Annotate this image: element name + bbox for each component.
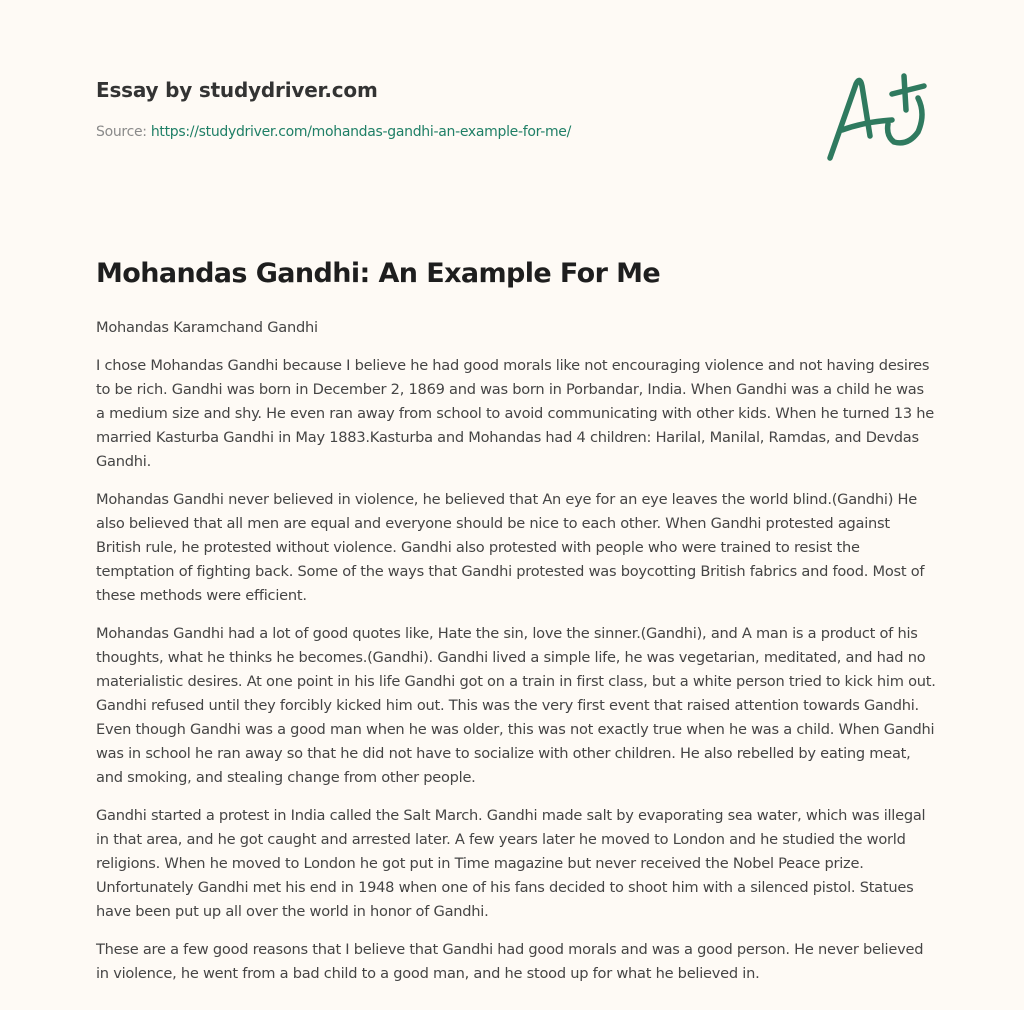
paragraph: Mohandas Gandhi had a lot of good quotes like, Hate the sin, love the sinner.(Gandhi), and A man is a product of his thoughts, what he thinks he becomes.(Gandhi). Gandhi lived a simple life, he was vegetarian, meditated, and had no materialistic desires. At one point in his life Gandhi got on a train in first class, but a white person tried to kick him out. Gandhi refused until they forcibly kicked him out. This was the very first event that raised attention towards Gandhi. Even though Gandhi was a good man when he was older, this was not exactly true when he was a child. When Gandhi was in school he ran away so that he did not have to socialize with other children. He also rebelled by eating meat, and smoking, and stealing change from other people. [96, 625, 936, 786]
source-link[interactable]: https://studydriver.com/mohandas-gandhi-an-example-for-me/ [150, 124, 572, 140]
paragraph: Gandhi started a protest in India called the Salt March. Gandhi made salt by evaporating sea water, which was illegal in that area, and he got caught and arrested later. A few years later he moved to London and he studied the world religions. When he moved to London he got put in Time magazine but never received the Nobel Peace prize. Unfortunately Gandhi met his end in 1948 when one of his fans decided to shoot him with a silenced pistol. Statues have been put up all over the world in honor of Gandhi. [96, 807, 926, 920]
paragraph: Mohandas Gandhi never believed in violence, he believed that An eye for an eye leaves the world blind.(Gandhi) He also believed that all men are equal and everyone should be nice to each other. When Gandhi protested against British rule, he protested without violence. Gandhi also protested with people who were trained to resist the temptation of fighting back. Some of the ways that Gandhi protested was boycotting British fabrics and food. Most of these methods were efficient. [96, 491, 925, 604]
paragraph: I chose Mohandas Gandhi because I believe he had good morals like not encouraging violence and not having desires to be rich. Gandhi was born in December 2, 1869 and was born in Porbandar, India. When Gandhi was a child he was a medium size and shy. He even ran away from school to avoid communicating with other kids. When he turned 13 he married Kasturba Gandhi in May 1883.Kasturba and Mohandas had 4 children: Harilal, Manilal, Ramdas, and Devdas Gandhi. [96, 357, 934, 470]
a-plus-grade-icon [820, 64, 930, 168]
source-line [96, 122, 796, 142]
brand-title: Essay by studydriver.com [96, 78, 378, 102]
article-title: Mohandas Gandhi: An Example For Me [96, 258, 661, 289]
article-subtitle: Mohandas Karamchand Gandhi [96, 319, 318, 336]
source-label: Source: [96, 124, 151, 140]
article-body [96, 316, 936, 1000]
paragraph: These are a few good reasons that I believe that Gandhi had good morals and was a good person. He never believed in violence, he went from a bad child to a good man, and he stood up for what he believed in. [96, 941, 924, 982]
page-header [96, 76, 796, 142]
